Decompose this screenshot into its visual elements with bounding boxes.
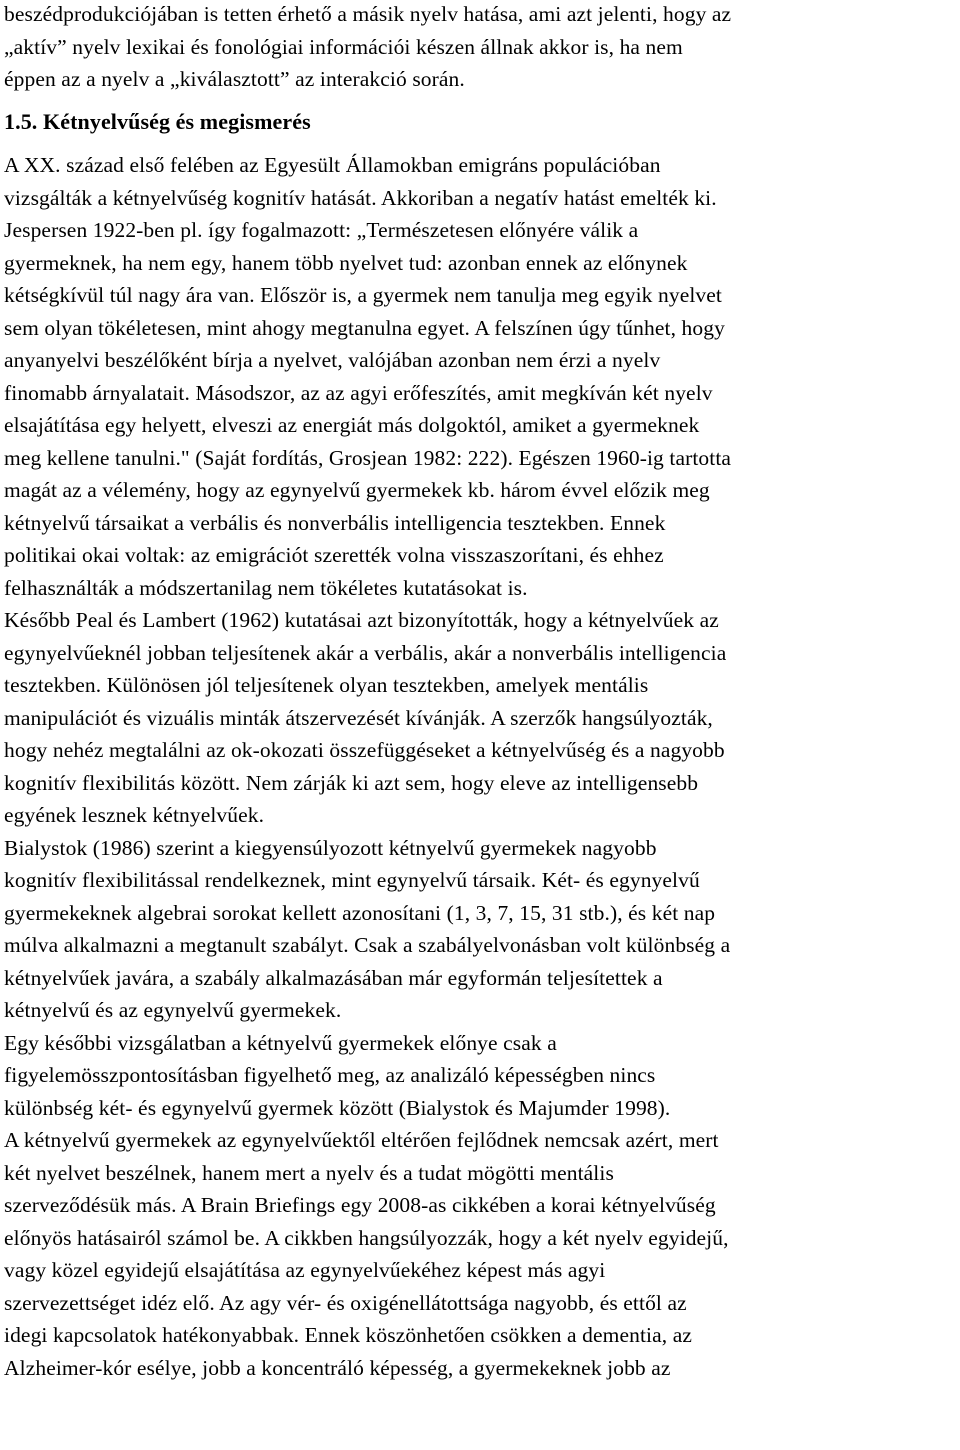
body-text-line: kognitív flexibilitással rendelkeznek, mint egynyelvű társaik. Két- és egynyelvű bbox=[4, 868, 700, 892]
body-text-line: elsajátítása egy helyett, elveszi az energiát más dolgoktól, amiket a gyermeknek bbox=[4, 413, 700, 437]
body-text-line: Egy későbbi vizsgálatban a kétnyelvű gyermekek előnye csak a bbox=[4, 1030, 557, 1055]
body-text-line: kétnyelvű társaikat a verbális és nonverbális intelligencia tesztekben. Ennek bbox=[4, 510, 666, 535]
body-text-line: finomabb árnyalatait. Másodszor, az az agyi erőfeszítés, amit megkíván két nyelv bbox=[4, 380, 713, 405]
body-text-line: két nyelvet beszélnek, hanem mert a nyelv és a tudat mögötti mentális bbox=[4, 1160, 614, 1185]
section-heading: 1.5. Kétnyelvűség és megismerés bbox=[4, 108, 311, 134]
body-text-line: felhasználták a módszertanilag nem tökéletes kutatásokat is. bbox=[4, 575, 528, 600]
body-text-line: szervezettséget idéz elő. Az agy vér- és oxigénellátottsága nagyobb, és ettől az bbox=[4, 1290, 687, 1315]
body-text-line: Alzheimer-kór esélye, jobb a koncentráló képesség, a gyermekeknek jobb az bbox=[4, 1355, 671, 1380]
body-text-line: politikai okai voltak: az emigrációt szerették volna visszaszorítani, és ehhez bbox=[4, 543, 664, 567]
body-text-line: manipulációt és vizuális minták átszervezését kívánják. A szerzők hangsúlyozták, bbox=[4, 705, 713, 730]
body-text-line: A kétnyelvű gyermekek az egynyelvűektől eltérően fejlődnek nemcsak azért, mert bbox=[4, 1128, 719, 1152]
body-text-line: egyének lesznek kétnyelvűek. bbox=[4, 803, 265, 827]
body-text-line: előnyös hatásairól számol be. A cikkben hangsúlyozzák, hogy a két nyelv egyidejű, bbox=[4, 1225, 729, 1250]
body-text-line: kognitív flexibilitás között. Nem zárják ki azt sem, hogy eleve az intelligensebb bbox=[4, 770, 699, 795]
body-text bbox=[4, 149, 956, 1384]
intro-text-line: beszédprodukciójában is tetten érhető a másik nyelv hatása, ami azt jelenti, hogy az bbox=[4, 2, 732, 26]
body-text-line: vagy közel egyidejű elsajátítása az egynyelvűekéhez képest más agyi bbox=[4, 1258, 606, 1282]
body-text-line: gyermeknek, ha nem egy, hanem több nyelvet tud: azonban ennek az előnynek bbox=[4, 250, 688, 275]
body-text-line: A XX. század első felében az Egyesült Államokban emigráns populációban bbox=[4, 153, 661, 177]
body-text-line: Bialystok (1986) szerint a kiegyensúlyozott kétnyelvű gyermekek nagyobb bbox=[4, 835, 657, 860]
body-text-line: figyelemösszpontosításban figyelhető meg, az analizáló képességben nincs bbox=[4, 1063, 656, 1087]
body-text-line: meg kellene tanulni." (Saját fordítás, Grosjean 1982: 222). Egészen 1960-ig tartotta bbox=[4, 445, 732, 470]
body-text-line: idegi kapcsolatok hatékonyabbak. Ennek köszönhetően csökken a dementia, az bbox=[4, 1323, 692, 1347]
body-text-line: vizsgálták a kétnyelvűség kognitív hatását. Akkoriban a negatív hatást emelték ki. bbox=[4, 185, 717, 210]
body-text-line: kétnyelvű és az egynyelvű gyermekek. bbox=[4, 998, 342, 1022]
body-text-line: különbség két- és egynyelvű gyermek között (Bialystok és Majumder 1998). bbox=[4, 1095, 671, 1120]
body-text-line: anyanyelvi beszélőként bírja a nyelvet, valójában azonban nem érzi a nyelv bbox=[4, 348, 661, 372]
body-text-line: gyermekeknek algebrai sorokat kellett azonosítani (1, 3, 7, 15, 31 stb.), és két nap bbox=[4, 900, 716, 925]
body-text-line: tesztekben. Különösen jól teljesítenek olyan tesztekben, amelyek mentális bbox=[4, 673, 649, 697]
body-text-line: múlva alkalmazni a megtanult szabályt. Csak a szabályelvonásban volt különbség a bbox=[4, 933, 731, 957]
body-text-line: magát az a vélemény, hogy az egynyelvű gyermekek kb. három évvel előzik meg bbox=[4, 478, 710, 502]
intro-text-line: éppen az a nyelv a „kiválasztott” az interakció során. bbox=[4, 67, 465, 91]
body-text-line: hogy nehéz megtalálni az ok-okozati összefüggéseket a kétnyelvűség és a nagyobb bbox=[4, 738, 725, 762]
body-text-line: Később Peal és Lambert (1962) kutatásai azt bizonyították, hogy a kétnyelvűek az bbox=[4, 608, 719, 632]
body-text-line: sem olyan tökéletesen, mint ahogy megtanulna egyet. A felszínen úgy tűnhet, hogy bbox=[4, 315, 725, 340]
body-text-line: Jespersen 1922-ben pl. így fogalmazott: „Természetesen előnyére válik a bbox=[4, 218, 639, 242]
body-text-line: kétségkívül túl nagy ára van. Először is, a gyermek nem tanulja meg egyik nyelvet bbox=[4, 283, 722, 307]
body-text-line: szerveződésük más. A Brain Briefings egy 2008-as cikkében a korai kétnyelvűség bbox=[4, 1193, 716, 1217]
body-text-line: kétnyelvűek javára, a szabály alkalmazásában már egyformán teljesítettek a bbox=[4, 965, 663, 990]
intro-text-line: „aktív” nyelv lexikai és fonológiai információi készen állnak akkor is, ha nem bbox=[4, 34, 683, 59]
body-text-line: egynyelvűeknél jobban teljesítenek akár a verbális, akár a nonverbális intelligencia bbox=[4, 640, 727, 665]
intro-paragraph bbox=[4, 0, 956, 96]
